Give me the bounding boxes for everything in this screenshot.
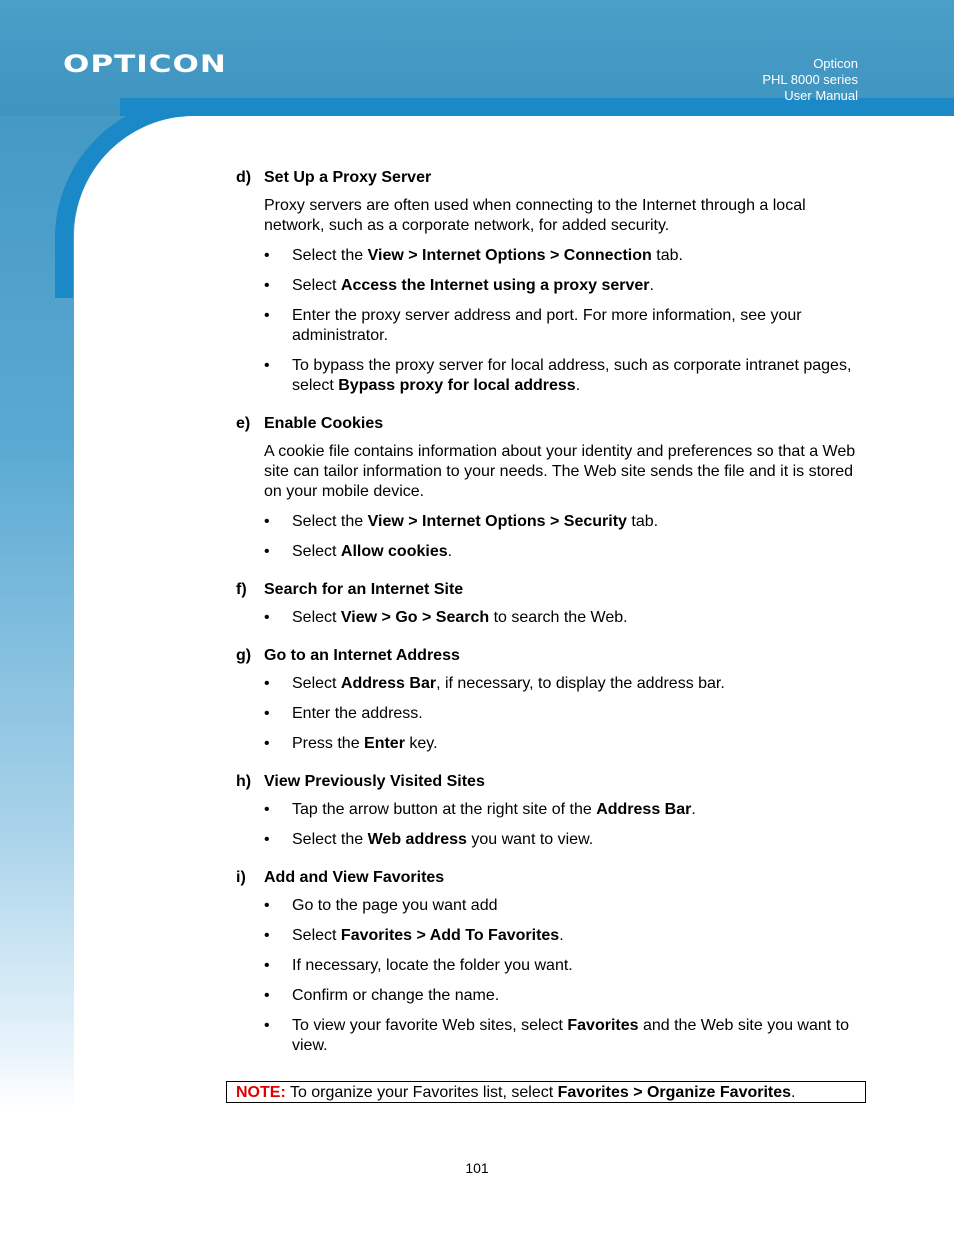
- list-item: [236, 956, 866, 976]
- bullet-icon: •: [264, 705, 270, 722]
- bold-text: View > Internet Options > Connection: [367, 247, 652, 264]
- item-text: .: [447, 543, 453, 560]
- section: [236, 580, 866, 646]
- header-meta: [762, 56, 858, 104]
- bullet-icon: •: [264, 735, 270, 752]
- bullet-icon: •: [264, 897, 270, 914]
- item-text: .: [559, 927, 564, 944]
- bullet-icon: •: [264, 513, 270, 530]
- bullet-icon: •: [264, 307, 270, 324]
- item-text: to search the Web.: [489, 609, 628, 626]
- list-item: [236, 896, 866, 916]
- item-text: Select: [292, 927, 341, 944]
- list-item: [236, 986, 866, 1006]
- bold-text: Address Bar: [596, 801, 692, 818]
- header-meta-doc: User Manual: [784, 88, 858, 103]
- item-text: To bypass the proxy server for local address, such as corporate intranet pages, select: [292, 357, 852, 394]
- item-text: Go to the page you want add: [292, 897, 498, 914]
- item-text: .: [691, 801, 696, 818]
- section-letter: e): [236, 415, 251, 432]
- section-title-text: Set Up a Proxy Server: [264, 169, 432, 186]
- bullet-list: [236, 800, 866, 850]
- section-title-text: Go to an Internet Address: [264, 647, 460, 664]
- section: [236, 414, 866, 580]
- list-item: [236, 674, 866, 694]
- bullet-list: [236, 608, 866, 628]
- section-letter: g): [236, 647, 252, 664]
- list-item: [236, 800, 866, 820]
- bold-text: Favorites: [567, 1017, 639, 1034]
- section: [236, 168, 866, 414]
- item-text: , if necessary, to display the address bar.: [436, 675, 725, 692]
- bullet-icon: •: [264, 987, 270, 1004]
- section-title-text: View Previously Visited Sites: [264, 773, 485, 790]
- list-item: [236, 704, 866, 724]
- bullet-list: [236, 512, 866, 562]
- header-meta-company: Opticon: [813, 56, 858, 71]
- list-item: [236, 608, 866, 628]
- bold-text: Bypass proxy for local address: [338, 377, 576, 394]
- list-item: [236, 306, 866, 346]
- item-text: Enter the proxy server address and port. For more information, see your administrator.: [292, 307, 802, 344]
- list-item: [236, 512, 866, 532]
- bold-text: View > Internet Options > Security: [367, 513, 627, 530]
- bullet-icon: •: [264, 957, 270, 974]
- bullet-icon: •: [264, 357, 270, 374]
- list-item: [236, 830, 866, 850]
- item-text: you want to view.: [466, 831, 594, 848]
- section-title: [236, 414, 866, 434]
- bullet-icon: •: [264, 831, 270, 848]
- bold-text: Access the Internet using a proxy server: [340, 277, 650, 294]
- note-text: To organize your Favorites list, select: [285, 1084, 558, 1101]
- item-text: Enter the address.: [292, 705, 423, 722]
- item-text: Confirm or change the name.: [292, 987, 500, 1004]
- note-bold: Favorites > Organize Favorites: [557, 1084, 792, 1101]
- item-text: and the Web site you want to view.: [292, 1017, 850, 1054]
- section-letter: i): [236, 869, 246, 886]
- section: [236, 868, 866, 1074]
- bullet-list: [236, 674, 866, 754]
- section-paragraph: Proxy servers are often used when connecting to the Internet through a local network, such as a corporate network, for added security.: [264, 197, 806, 234]
- section-letter: d): [236, 169, 252, 186]
- list-item: [236, 1016, 866, 1056]
- item-text: Select the: [292, 247, 368, 264]
- bold-text: Allow cookies: [340, 543, 448, 560]
- opticon-logo: OPTICON: [63, 50, 227, 79]
- item-text: Select: [292, 609, 341, 626]
- bold-text: Enter: [364, 735, 405, 752]
- bullet-icon: •: [264, 277, 270, 294]
- bullet-icon: •: [264, 609, 270, 626]
- section-letter: h): [236, 773, 252, 790]
- page-number: 101: [465, 1160, 489, 1176]
- bullet-icon: •: [264, 543, 270, 560]
- bold-text: Web address: [367, 831, 467, 848]
- list-item: [236, 542, 866, 562]
- item-text: Select: [292, 543, 341, 560]
- item-text: key.: [404, 735, 438, 752]
- section-title-text: Search for an Internet Site: [264, 581, 464, 598]
- list-item: [236, 734, 866, 754]
- item-text: .: [575, 377, 581, 394]
- section: [236, 646, 866, 772]
- list-item: [236, 276, 866, 296]
- item-text: Press the: [292, 735, 365, 752]
- list-item: [236, 246, 866, 266]
- item-text: Select: [292, 277, 341, 294]
- note-box: [226, 1081, 866, 1103]
- item-text: Select: [292, 675, 341, 692]
- bullet-icon: •: [264, 247, 270, 264]
- item-text: Select the: [292, 513, 368, 530]
- bold-text: Favorites > Add To Favorites: [340, 927, 560, 944]
- section-title-text: Add and View Favorites: [264, 869, 445, 886]
- item-text: To view your favorite Web sites, select: [292, 1017, 568, 1034]
- bullet-list: [236, 246, 866, 396]
- bullet-icon: •: [264, 927, 270, 944]
- header-meta-series: PHL 8000 series: [762, 72, 858, 87]
- document-content: [236, 168, 866, 1074]
- item-text: tab.: [651, 247, 683, 264]
- bold-text: View > Go > Search: [340, 609, 490, 626]
- section-title: [236, 168, 866, 188]
- list-item: [236, 926, 866, 946]
- item-text: .: [649, 277, 654, 294]
- note-end: .: [791, 1084, 796, 1101]
- section-title: [236, 772, 866, 792]
- section-title: [236, 868, 866, 888]
- section-paragraph: A cookie file contains information about your identity and preferences so that a Web site can tailor information to your needs. The Web site sends the file and it is stored on your mobile device.: [264, 443, 856, 500]
- section-title: [236, 580, 866, 600]
- item-text: Select the: [292, 831, 368, 848]
- item-text: If necessary, locate the folder you want.: [292, 957, 573, 974]
- bullet-list: [236, 896, 866, 1056]
- bullet-icon: •: [264, 801, 270, 818]
- bullet-icon: •: [264, 675, 270, 692]
- section-title-text: Enable Cookies: [264, 415, 384, 432]
- item-text: Tap the arrow button at the right site of the: [292, 801, 597, 818]
- section: [236, 772, 866, 868]
- item-text: tab.: [626, 513, 659, 530]
- list-item: [236, 356, 866, 396]
- section-letter: f): [236, 581, 247, 598]
- section-title: [236, 646, 866, 666]
- bullet-icon: •: [264, 1017, 270, 1034]
- note-label: NOTE:: [236, 1084, 286, 1101]
- bold-text: Address Bar: [340, 675, 437, 692]
